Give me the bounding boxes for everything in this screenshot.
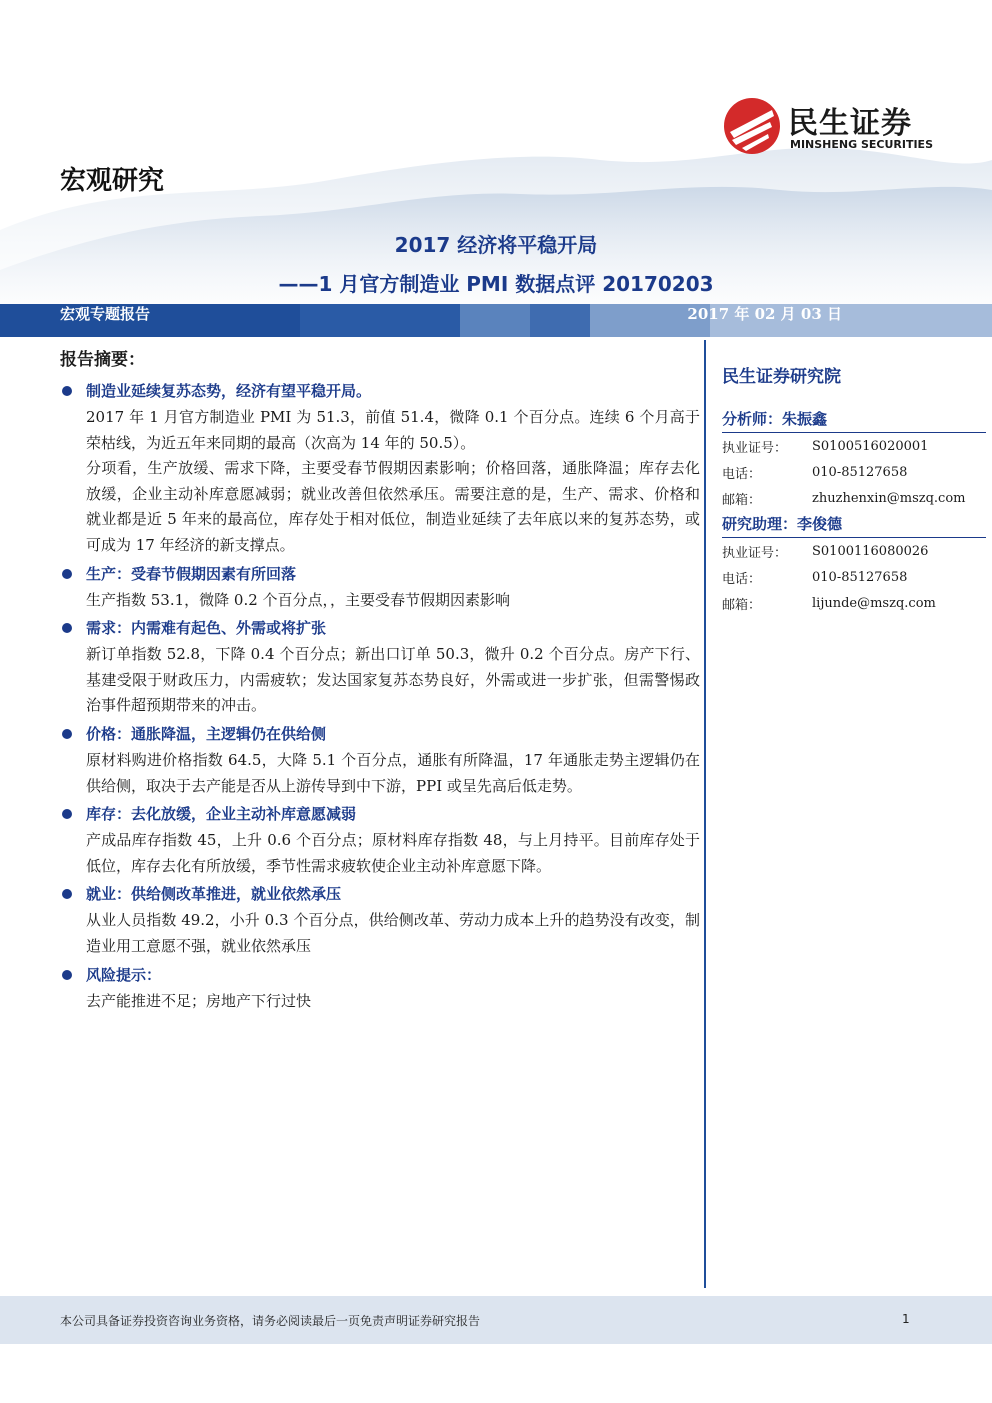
- bullet-icon: [62, 970, 72, 980]
- email-link[interactable]: zhuzhenxin@mszq.com: [812, 490, 966, 506]
- minsheng-logo-emblem: [722, 96, 782, 156]
- abstract: [60, 345, 700, 1014]
- page-footer: [0, 1296, 992, 1344]
- bullet-icon: [62, 386, 72, 396]
- minsheng-logo: [722, 96, 952, 158]
- abstract-section: [60, 617, 700, 719]
- section-paragraph: 原材料购进价格指数 64.5，大降 5.1 个百分点，通胀有所降温，17 年通胀走势主逻辑仍在供给侧，取决于去产能是否从上游传导到中下游，PPI 或呈先高后低走势。: [86, 750, 700, 795]
- section-paragraph: 从业人员指数 49.2，小升 0.3 个百分点，供给侧改革、劳动力成本上升的趋势没有改变，制造业用工意愿不强，就业依然承压: [86, 911, 700, 955]
- section-heading: 制造业延续复苏态势，经济有望平稳开局。: [60, 380, 700, 402]
- abstract-section: [60, 723, 700, 799]
- section-heading: 生产：受春节假期因素有所回落: [60, 563, 700, 585]
- section-paragraph: 新订单指数 52.8，下降 0.4 个百分点；新出口订单 50.3，微升 0.2 个百分点。房产下行、基建受限于财政压力，内需疲软；发达国家复苏态势良好，外需或进一步扩张，但需警惕政治事件超预期带来的冲击。: [86, 645, 700, 715]
- institute-name: 民生证券研究院: [722, 367, 841, 387]
- abstract-title: 报告摘要：: [60, 350, 145, 370]
- logo-text-en: MINSHENG SECURITIES: [790, 138, 933, 151]
- abstract-section: [60, 964, 700, 1015]
- contact-row: 执业证号： S0100116080026: [722, 543, 929, 561]
- contact-row: 电话： 010-85127658: [722, 464, 908, 482]
- section-paragraph: 2017 年 1 月官方制造业 PMI 为 51.3，前值 51.4，微降 0.1 个百分点。连续 6 个月高于荣枯线，为近五年来同期的最高（次高为 14 年的 50.5）。: [86, 408, 700, 452]
- section-heading: 库存：去化放缓，企业主动补库意愿减弱: [60, 803, 700, 825]
- section-paragraph: 去产能推进不足；房地产下行过快: [86, 991, 312, 1010]
- section-paragraph: 生产指数 53.1，微降 0.2 个百分点，，主要受春节假期因素影响: [86, 590, 511, 609]
- section-title: 宏观研究: [60, 166, 165, 196]
- page-number: 1: [902, 1312, 910, 1326]
- abstract-section: [60, 380, 700, 559]
- section-heading: 就业：供给侧改革推进，就业依然承压: [60, 883, 700, 905]
- logo-text-cn: 民生证券: [788, 106, 912, 141]
- bullet-icon: [62, 623, 72, 633]
- section-heading: 风险提示：: [60, 964, 700, 986]
- section-heading: 需求：内需难有起色、外需或将扩张: [60, 617, 700, 639]
- abstract-section: [60, 563, 700, 614]
- report-type: 宏观专题报告: [60, 305, 151, 323]
- column-divider: [704, 340, 706, 1288]
- abstract-section: [60, 803, 700, 879]
- report-subtitle: ——1 月官方制造业 PMI 数据点评 20170203: [278, 272, 714, 296]
- analyst-name: 分析师：朱振鑫: [722, 408, 986, 433]
- section-heading: 价格：通胀降温，主逻辑仍在供给侧: [60, 723, 700, 745]
- contact-row: 执业证号： S0100516020001: [722, 438, 929, 456]
- disclaimer-text: 本公司具备证券投资咨询业务资格，请务必阅读最后一页免责声明证券研究报告: [60, 1314, 481, 1328]
- bullet-icon: [62, 729, 72, 739]
- contact-row: 邮箱： lijunde@mszq.com: [722, 590, 986, 616]
- bullet-icon: [62, 809, 72, 819]
- report-title: 2017 经济将平稳开局: [394, 233, 598, 257]
- author-sidebar: [722, 360, 986, 616]
- section-paragraph: 产成品库存指数 45，上升 0.6 个百分点；原材料库存指数 48，与上月持平。目前库存处于低位，库存去化有所放缓，季节性需求疲软使企业主动补库意愿下降。: [86, 831, 700, 875]
- report-date: 2017 年 02 月 03 日: [687, 305, 842, 323]
- bullet-icon: [62, 569, 72, 579]
- contact-row: 电话： 010-85127658: [722, 569, 908, 587]
- contact-row: 邮箱： zhuzhenxin@mszq.com: [722, 485, 986, 511]
- email-link[interactable]: lijunde@mszq.com: [812, 595, 936, 611]
- assistant-name: 研究助理：李俊德: [722, 513, 986, 538]
- bullet-icon: [62, 889, 72, 899]
- abstract-section: [60, 883, 700, 959]
- section-paragraph: 分项看，生产放缓、需求下降，主要受春节假期因素影响；价格回落，通胀降温；库存去化放缓，企业主动补库意愿减弱；就业改善但依然承压。需要注意的是，生产、需求、价格和就业都是近 5 年来的最高位，库存处于相对低位，制造业延续了去年底以来的复苏态势，或可成为 17 年经济的新支撑点。: [86, 459, 700, 554]
